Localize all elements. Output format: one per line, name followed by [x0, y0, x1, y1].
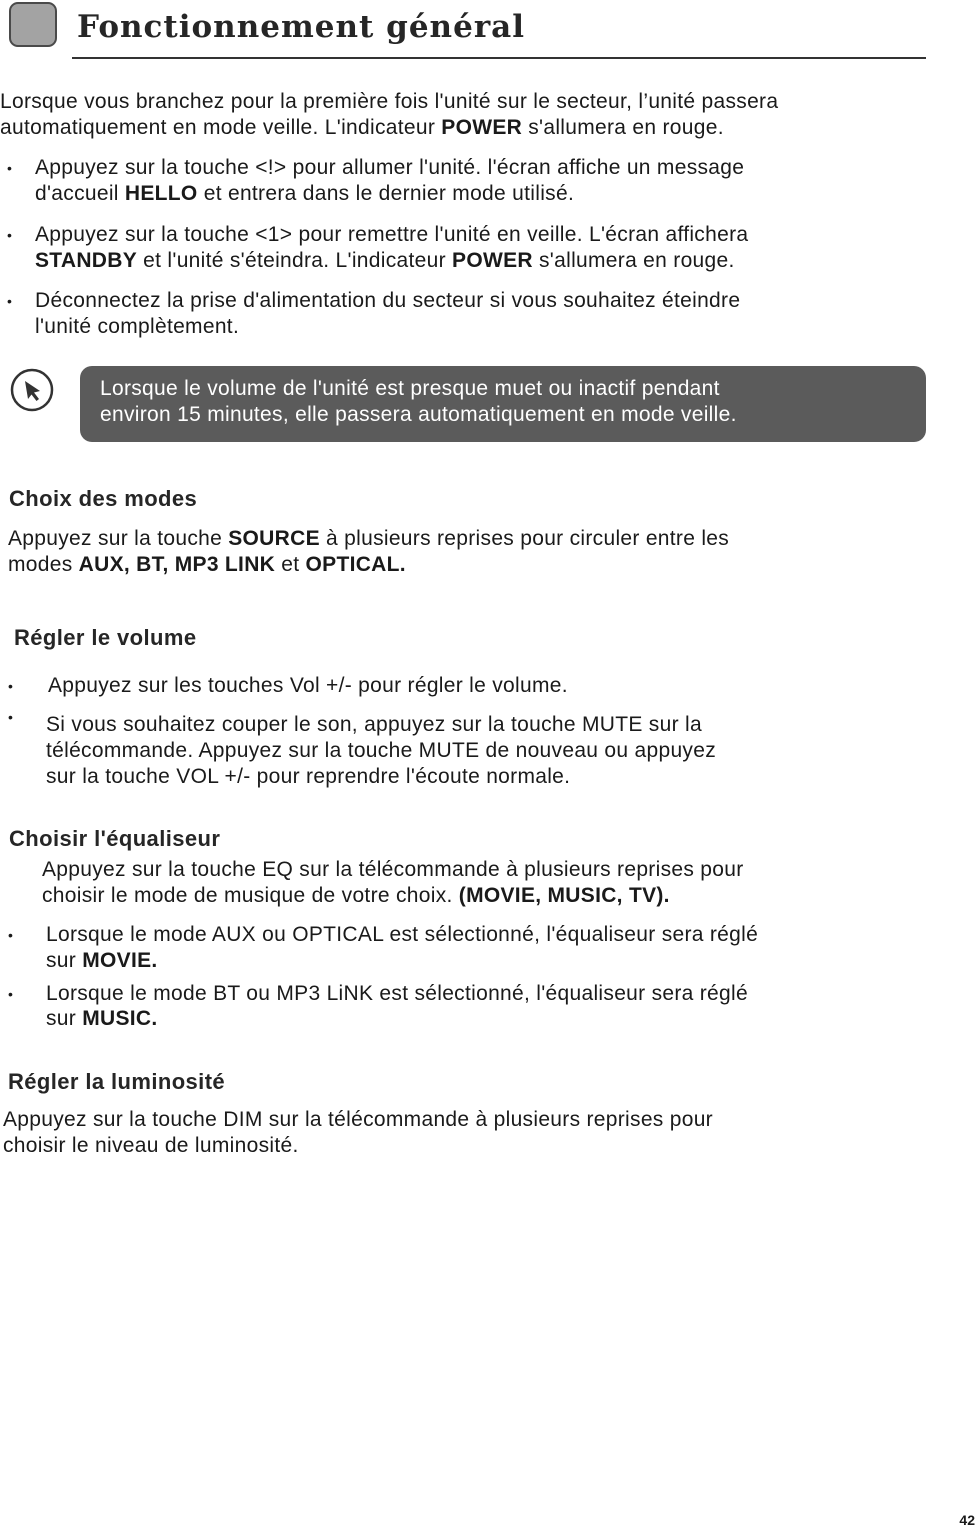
brightness-line-2: choisir le niveau de luminosité.: [3, 1134, 299, 1157]
bullet-dot: •: [8, 927, 13, 943]
eq-bullet-1-line-2: sur MOVIE.: [46, 949, 158, 972]
eq-line-2: choisir le mode de musique de votre choix. (MOVIE, MUSIC, TV).: [42, 884, 670, 907]
section-heading-volume: Régler le volume: [14, 625, 197, 650]
volume-bullet-2-line-1: Si vous souhaitez couper le son, appuyez sur la touche MUTE sur la: [46, 713, 702, 736]
note-line-1: Lorsque le volume de l'unité est presque muet ou inactif pendant: [100, 377, 720, 400]
power-bullet-1-line-1: Appuyez sur la touche <!> pour allumer l'unité. l'écran affiche un message: [35, 156, 745, 179]
volume-bullet-2-line-3: sur la touche VOL +/- pour reprendre l'écoute normale.: [46, 765, 571, 788]
note-line-2: environ 15 minutes, elle passera automatiquement en mode veille.: [100, 403, 737, 426]
eq-bullet-2-line-1: Lorsque le mode BT ou MP3 LiNK est sélectionné, l'équaliseur sera réglé: [46, 982, 748, 1005]
brightness-line-1: Appuyez sur la touche DIM sur la télécommande à plusieurs reprises pour: [3, 1108, 713, 1131]
bullet-dot: •: [8, 986, 13, 1002]
power-bullet-3-line-2: l'unité complètement.: [35, 315, 240, 338]
intro-line-2: automatiquement en mode veille. L'indicateur POWER s'allumera en rouge.: [0, 116, 724, 139]
bullet-dot: •: [8, 678, 13, 694]
bullet-dot: •: [7, 293, 12, 309]
pin-icon: [9, 367, 55, 413]
section-heading-brightness: Régler la luminosité: [8, 1069, 226, 1094]
power-bullet-3-line-1: Déconnectez la prise d'alimentation du secteur si vous souhaitez éteindre: [35, 289, 741, 312]
section-heading-equalizer: Choisir l'équaliseur: [9, 826, 221, 851]
eq-bullet-1-line-1: Lorsque le mode AUX ou OPTICAL est sélectionné, l'équaliseur sera réglé: [46, 923, 759, 946]
modes-line-1: Appuyez sur la touche SOURCE à plusieurs reprises pour circuler entre les: [8, 527, 730, 550]
page-number: 42: [959, 1512, 975, 1528]
section-heading-modes: Choix des modes: [9, 486, 198, 511]
volume-bullet-1: Appuyez sur les touches Vol +/- pour régler le volume.: [48, 674, 568, 697]
header-tab-marker: [9, 2, 57, 47]
eq-bullet-2-line-2: sur MUSIC.: [46, 1007, 158, 1030]
title-divider: [72, 57, 926, 59]
volume-bullet-2-line-2: télécommande. Appuyez sur la touche MUTE de nouveau ou appuyez: [46, 739, 716, 762]
page-title: Fonctionnement général: [77, 9, 526, 45]
intro-line-1: Lorsque vous branchez pour la première fois l'unité sur le secteur, l’unité passera: [0, 90, 779, 113]
power-bullet-1-line-2: d'accueil HELLO et entrera dans le dernier mode utilisé.: [35, 182, 575, 205]
modes-line-2: modes AUX, BT, MP3 LINK et OPTICAL.: [8, 553, 406, 576]
power-bullet-2-line-2: STANDBY et l'unité s'éteindra. L'indicateur POWER s'allumera en rouge.: [35, 249, 735, 272]
power-bullet-2-line-1: Appuyez sur la touche <1> pour remettre l'unité en veille. L'écran affichera: [35, 223, 749, 246]
bullet-dot: •: [7, 160, 12, 176]
bullet-dot: •: [7, 227, 12, 243]
eq-line-1: Appuyez sur la touche EQ sur la télécommande à plusieurs reprises pour: [42, 858, 744, 881]
bullet-dot: •: [8, 709, 13, 725]
